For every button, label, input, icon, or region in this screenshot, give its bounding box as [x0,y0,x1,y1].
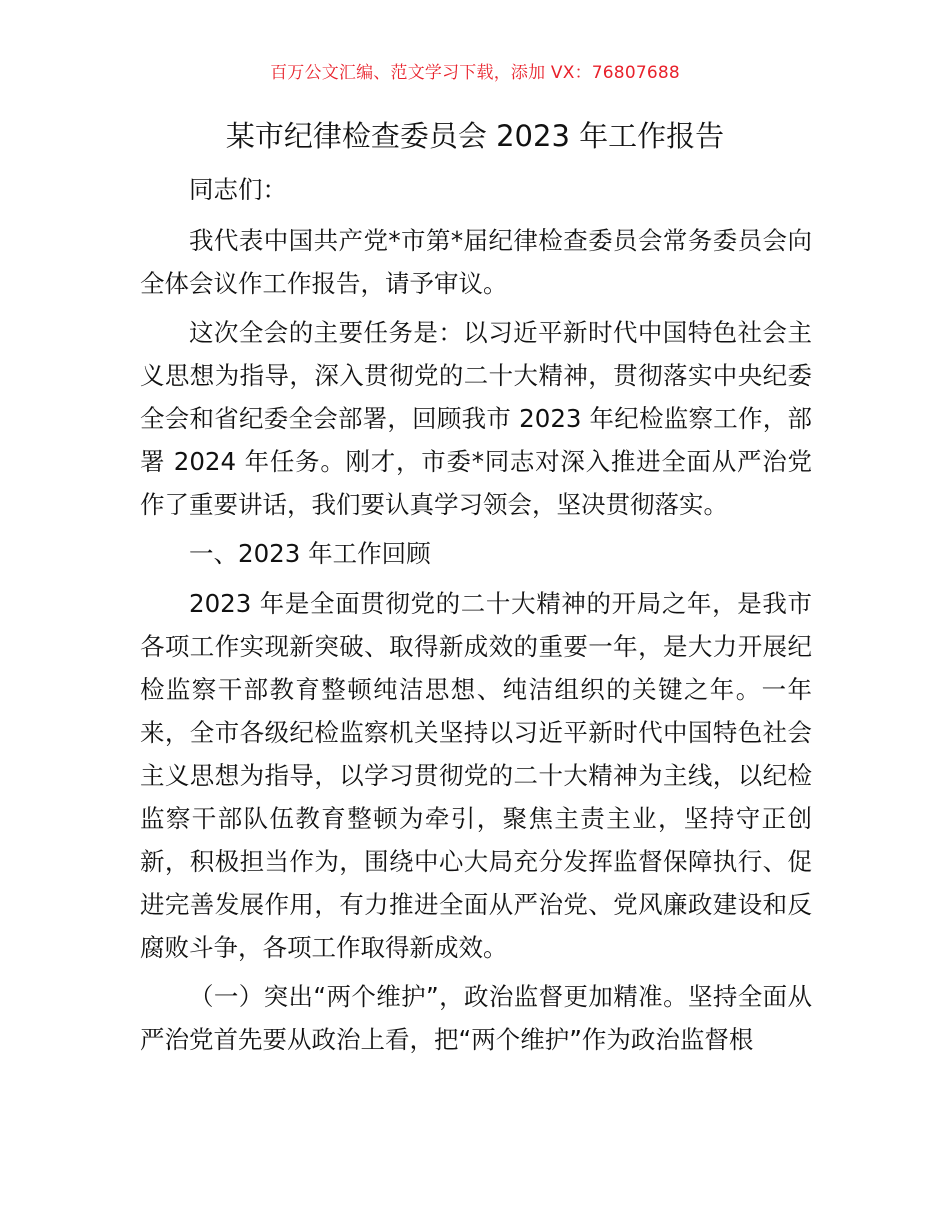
paragraph-main-task: 这次全会的主要任务是：以习近平新时代中国特色社会主义思想为指导，深入贯彻党的二十大精神，贯彻落实中央纪委全会和省纪委全会部署，回顾我市 2023 年纪检监察工作，部署 2024 年任务。刚才，市委*同志对深入推进全面从严治党作了重要讲话，我们要认真学习领会，坚决贯彻落实。 [140,318,812,519]
paragraph-intro: 我代表中国共产党*市第*届纪律检查委员会常务委员会向全体会议作工作报告，请予审议。 [140,226,812,298]
salutation: 同志们： [189,175,287,204]
paragraph-political-supervision: （一）突出“两个维护”，政治监督更加精准。坚持全面从严治党首先要从政治上看，把“两个维护”作为政治监督根 [140,982,812,1054]
page-title: 某市纪律检查委员会 2023 年工作报告 [225,119,725,153]
section-heading: 一、2023 年工作回顾 [189,539,431,568]
report-body [140,168,812,1067]
watermark-banner: 百万公文汇编、范文学习下载，添加 VX：76807688 [270,63,680,83]
paragraph-review: 2023 年是全面贯彻党的二十大精神的开局之年，是我市各项工作实现新突破、取得新成效的重要一年，是大力开展纪检监察干部教育整顿纯洁思想、纯洁组织的关键之年。一年来，全市各级纪检监察机关坚持以习近平新时代中国特色社会主义思想为指导，以学习贯彻党的二十大精神为主线，以纪检监察干部队伍教育整顿为牵引，聚焦主责主业，坚持守正创新，积极担当作为，围绕中心大局充分发挥监督保障执行、促进完善发展作用，有力推进全面从严治党、党风廉政建设和反腐败斗争，各项工作取得新成效。 [140,589,812,962]
